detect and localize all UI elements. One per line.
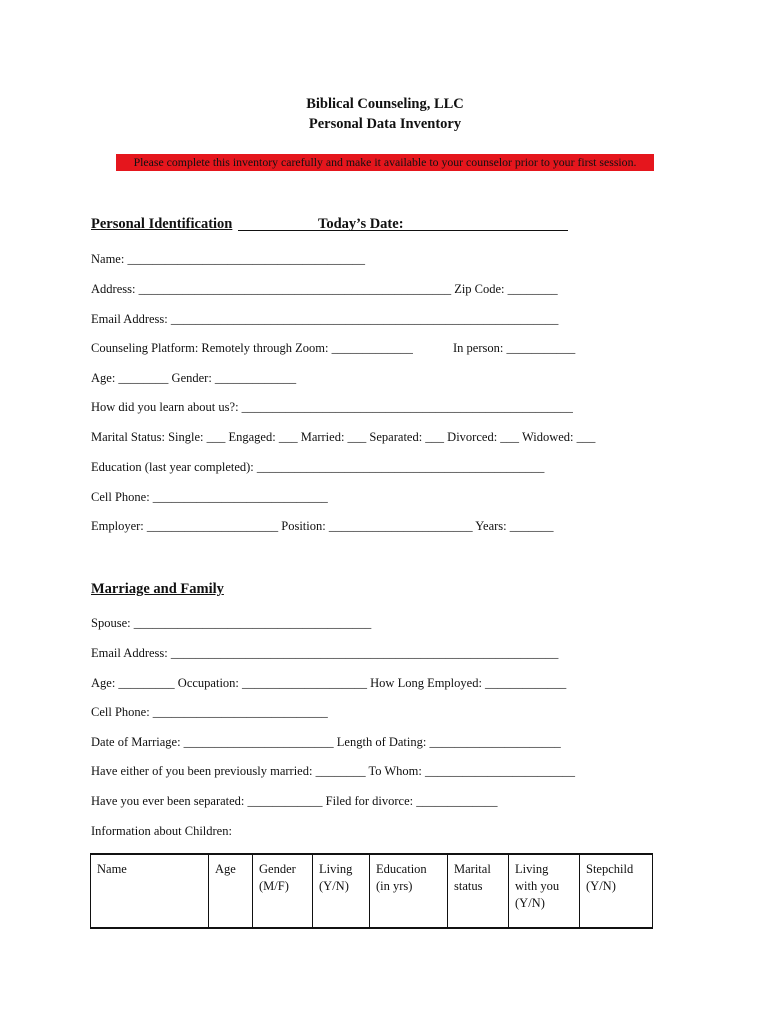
todays-date-field[interactable]	[318, 230, 568, 231]
table-header-living-with-you[interactable]: Living with you (Y/N)	[509, 854, 580, 928]
employer-field[interactable]: Employer: _____________________ Position: _______________________ Years: _______	[91, 519, 554, 533]
in-person-field[interactable]: In person: ___________	[453, 341, 576, 355]
table-header-gender[interactable]: Gender (M/F)	[253, 854, 313, 928]
name-field[interactable]: Name: ______________________________________	[91, 252, 365, 266]
header-underline-gap	[238, 230, 318, 231]
platform-zoom-field[interactable]: Counseling Platform: Remotely through Zoom: _____________	[91, 341, 413, 355]
table-header-education[interactable]: Education (in yrs)	[370, 854, 448, 928]
section-marriage-family: Marriage and Family	[91, 581, 224, 597]
spouse-email-field[interactable]: Email Address: ______________________________________________________________	[91, 646, 559, 660]
table-header-marital-status[interactable]: Marital status	[448, 854, 509, 928]
instructions-notice: Please complete this inventory carefully and make it available to your counselor prior to your first session.	[116, 154, 654, 171]
address-field[interactable]: Address: __________________________________________________ Zip Code: ________	[91, 282, 558, 296]
todays-date-label: Today’s Date:	[318, 216, 404, 232]
spouse-cell-field[interactable]: Cell Phone: ____________________________	[91, 705, 328, 719]
children-info-label: Information about Children:	[91, 824, 232, 838]
table-header-stepchild[interactable]: Stepchild (Y/N)	[580, 854, 653, 928]
date-of-marriage-field[interactable]: Date of Marriage: ________________________ Length of Dating: _____________________	[91, 735, 561, 749]
referral-field[interactable]: How did you learn about us?: _____________________________________________________	[91, 400, 573, 414]
education-field[interactable]: Education (last year completed): ______________________________________________	[91, 460, 545, 474]
spouse-field[interactable]: Spouse: ______________________________________	[91, 616, 372, 630]
cell-phone-field[interactable]: Cell Phone: ____________________________	[91, 490, 328, 504]
age-gender-field[interactable]: Age: ________ Gender: _____________	[91, 371, 297, 385]
children-table	[90, 853, 653, 929]
previously-married-field[interactable]: Have either of you been previously married: ________ To Whom: ________________________	[91, 764, 576, 778]
spouse-age-occupation-field[interactable]: Age: _________ Occupation: ____________________ How Long Employed: _____________	[91, 676, 567, 690]
company-name: Biblical Counseling, LLC	[306, 96, 464, 112]
table-header-name[interactable]: Name	[91, 854, 209, 928]
table-header-living[interactable]: Living (Y/N)	[313, 854, 370, 928]
separated-field[interactable]: Have you ever been separated: ____________ Filed for divorce: _____________	[91, 794, 498, 808]
section-personal-identification: Personal Identification	[91, 216, 233, 232]
table-header-age[interactable]: Age	[209, 854, 253, 928]
form-title: Personal Data Inventory	[308, 116, 462, 132]
marital-status-field[interactable]: Marital Status: Single: ___ Engaged: ___ Married: ___ Separated: ___ Divorced: ___ Widowed: ___	[91, 430, 596, 444]
email-field[interactable]: Email Address: ______________________________________________________________	[91, 312, 559, 326]
table-row	[91, 854, 653, 928]
